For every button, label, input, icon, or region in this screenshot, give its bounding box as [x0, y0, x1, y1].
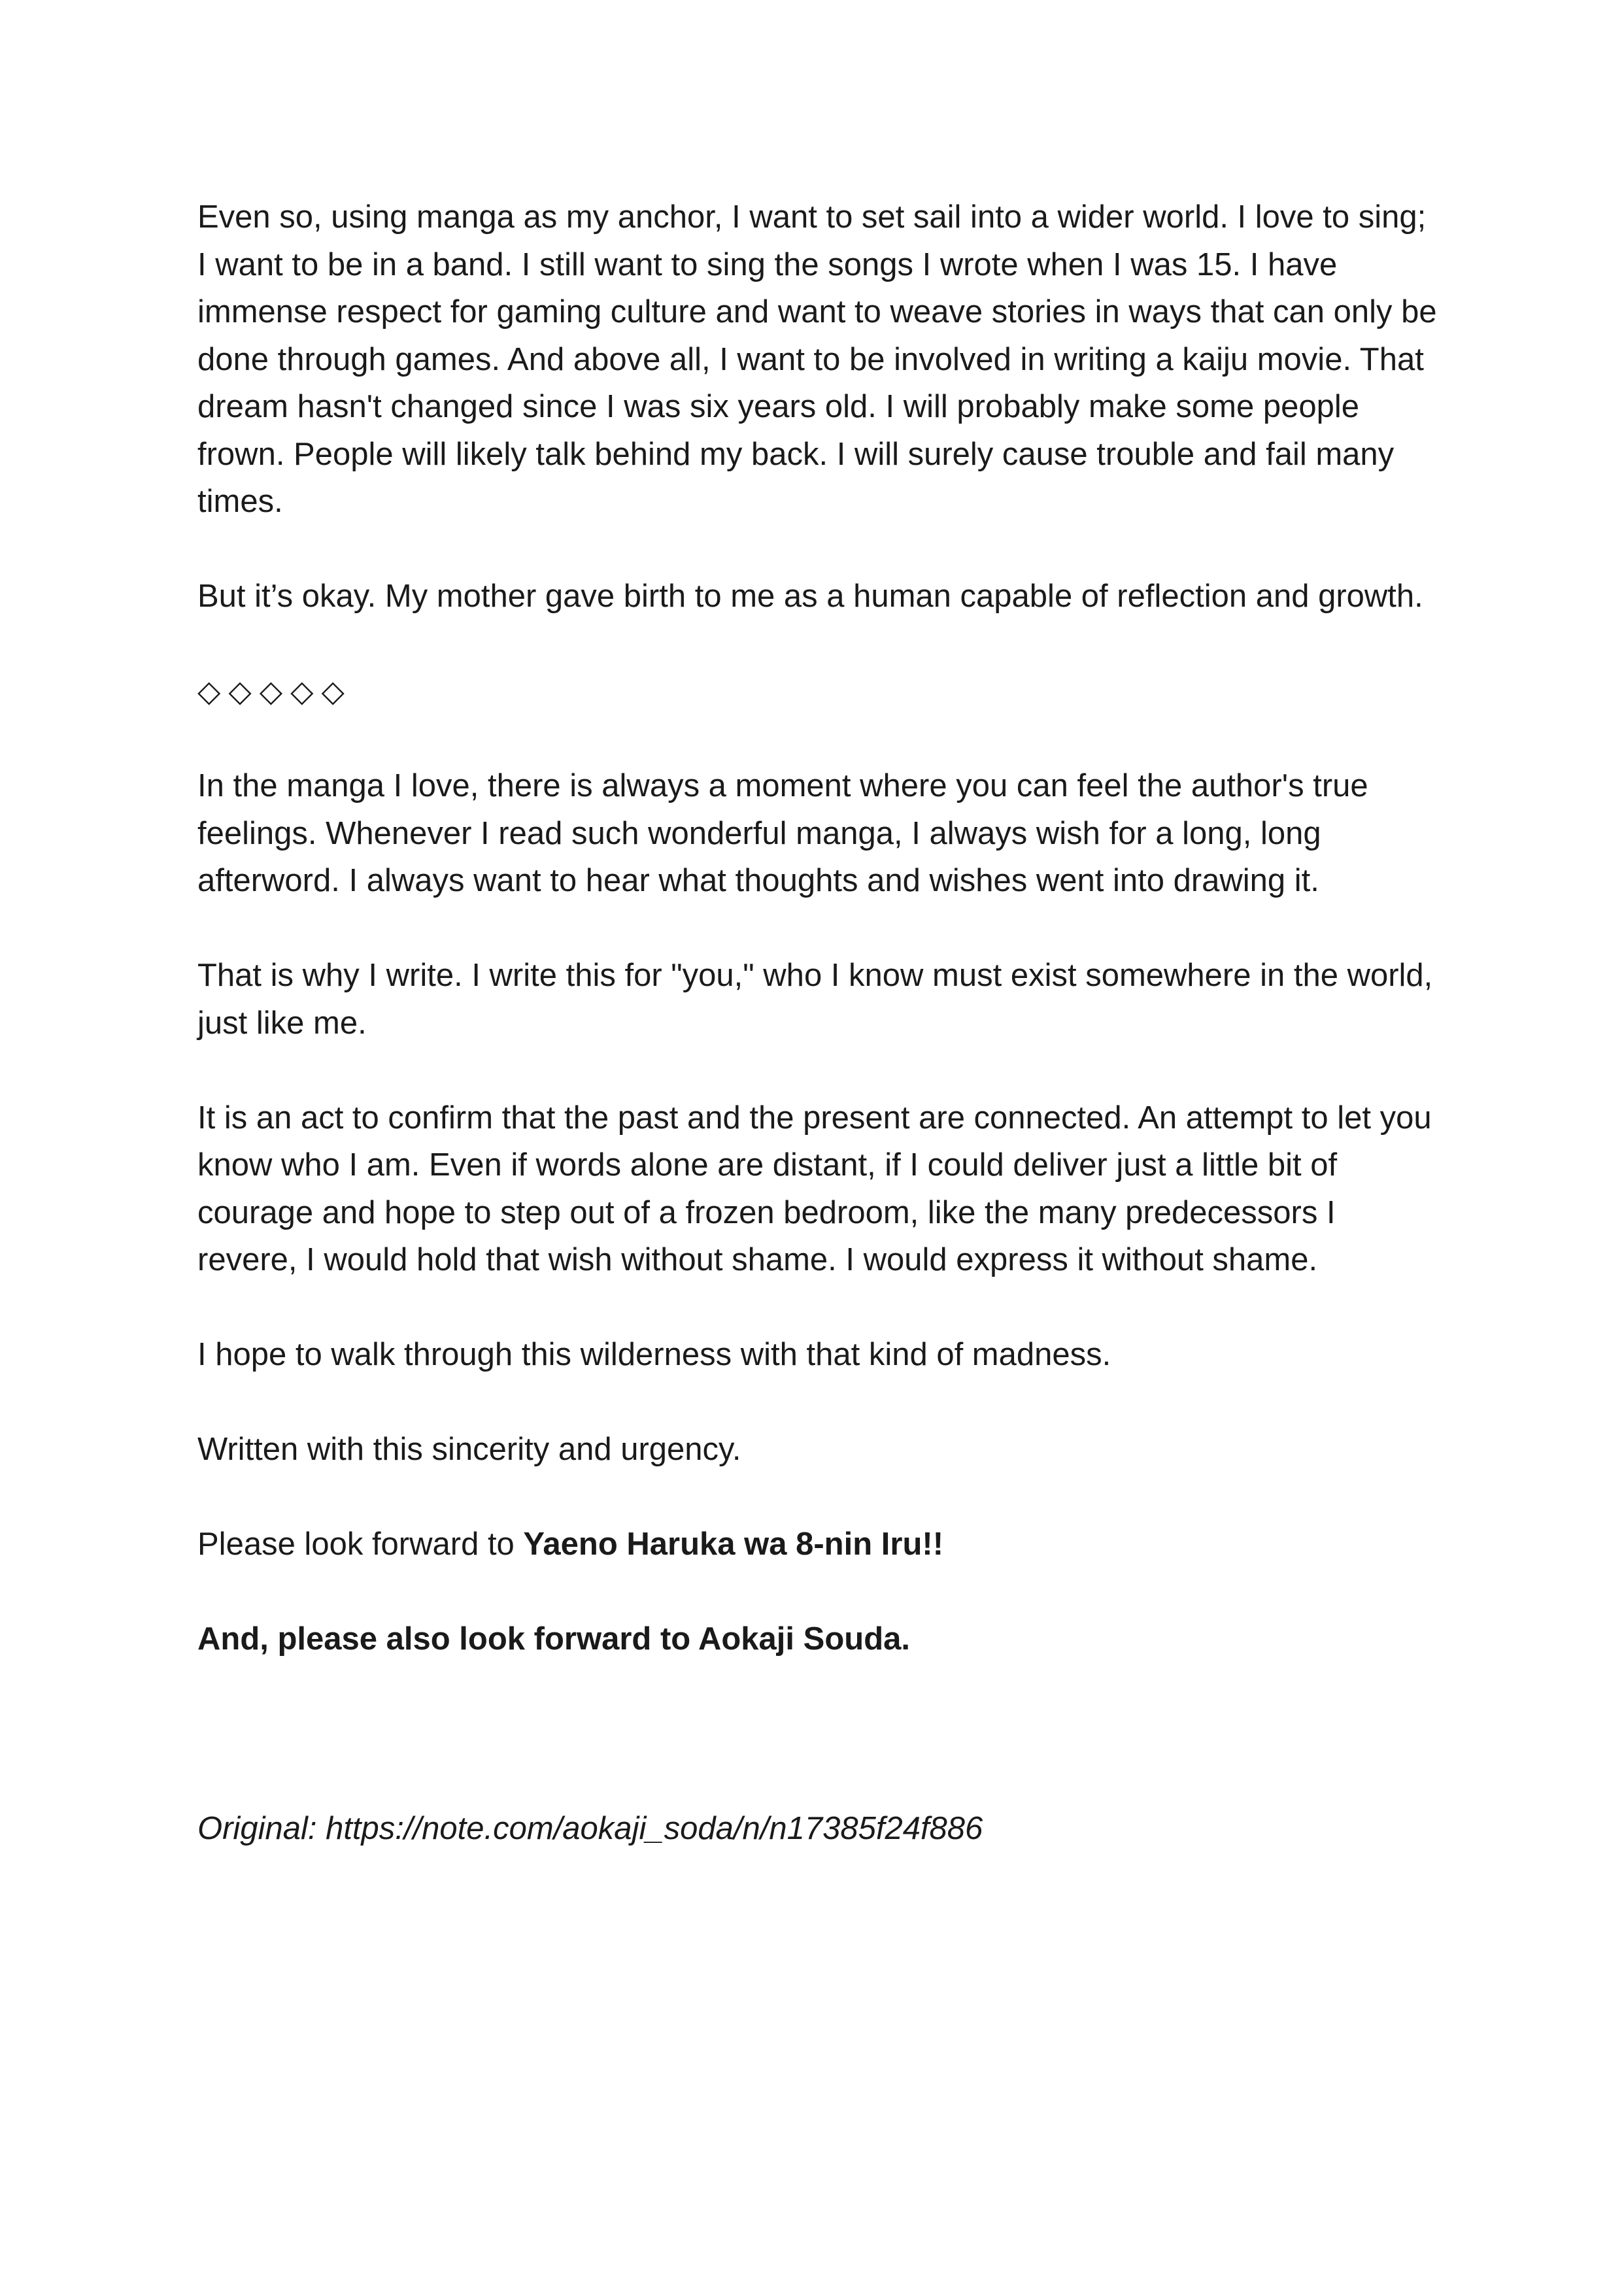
- document-body: [197, 194, 1440, 1900]
- paragraph-look-forward: [197, 1521, 1440, 1568]
- paragraph-wilderness: I hope to walk through this wilderness with that kind of madness.: [197, 1337, 1111, 1372]
- paragraph-anchor-dreams: Even so, using manga as my anchor, I want to set sail into a wider world. I love to sing; I want to be in a band. I still want to sing the songs I wrote when I was 15. I have immense respect for gaming culture and want to weave stories in ways that can only be done through games. And above all, I want to be involved in writing a kaiju movie. That dream hasn't changed since I was six years old. I will probably make some people frown. People will likely talk behind my back. I will surely cause trouble and fail many times.: [197, 199, 1437, 519]
- paragraph-sincerity: Written with this sincerity and urgency.: [197, 1432, 741, 1467]
- look-forward-prefix: Please look forward to: [197, 1527, 524, 1562]
- paragraph-afterword: In the manga I love, there is always a moment where you can feel the author's true feelings. Whenever I read such wonderful manga, I always wish for a long, long afterword. I always want to hear what thoughts and wishes went into drawing it.: [197, 768, 1368, 898]
- paragraph-past-present: It is an act to confirm that the past and the present are connected. An attempt to let you know who I am. Even if words alone are distant, if I could deliver just a little bit of courage and hope to step out of a frozen bedroom, like the many predecessors I revere, I would hold that wish without shame. I would express it without shame.: [197, 1100, 1432, 1277]
- vertical-spacer: [197, 1710, 1440, 1805]
- manga-title: Yaeno Haruka wa 8-nin Iru!!: [523, 1527, 944, 1562]
- paragraph-why-i-write: That is why I write. I write this for "you," who I know must exist somewhere in the world, just like me.: [197, 958, 1433, 1041]
- paragraph-closing: And, please also look forward to Aokaji Souda.: [197, 1621, 910, 1657]
- source-link: Original: https://note.com/aokaji_soda/n/n17385f24f886: [197, 1811, 983, 1846]
- paragraph-its-okay: But it’s okay. My mother gave birth to me as a human capable of reflection and growth.: [197, 579, 1423, 614]
- section-separator: ◇◇◇◇◇: [197, 673, 352, 709]
